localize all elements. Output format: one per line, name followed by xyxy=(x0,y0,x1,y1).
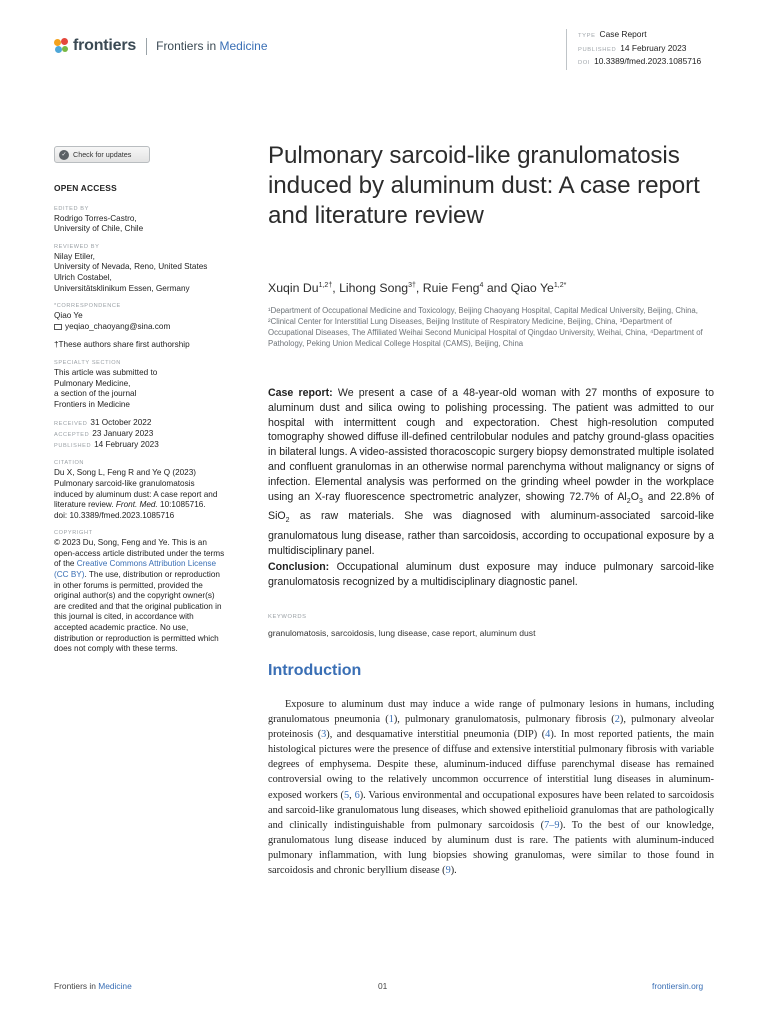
article-title: Pulmonary sarcoid-like granulomatosis induced by aluminum dust: A case report and literature review xyxy=(268,142,700,229)
keywords: granulomatosis, sarcoidosis, lung disease, case report, aluminum dust xyxy=(268,628,536,638)
page-number: 01 xyxy=(378,981,388,991)
reference-link[interactable]: 2 xyxy=(614,714,620,726)
abstract-case-report: Case report: We present a case of a 48-year-old woman with 27 months of exposure to aluminum dust and silica owing to polishing processing. The patient was admitted to our hospital with intermittent cough and expectoration. Chest high-resolution computed tomography showed diffuse ill-defined centrilobular nodules and patchy ground-glass opacities in bilateral lungs. A video-assisted thoracoscopic surgery biopsy demonstrated multiple isolated and confluent granulomas in an otherwise normal parenchyma without malignancy or signs of infection. Elemental analysis was performed on the grinding wheel powder in the workplace using an X-ray fluorescence spectrometric analyzer, showing 72.7% of $Al_2O_3$ and 22.8% of SiO$_2$ as raw materials. She was diagnosed with aluminum-associated sarcoid-like granulomatous lung disease, rather than sarcoidosis, according to occupational exposure by a multidisciplinary panel. xyxy=(268,387,714,558)
date-accepted: ACCEPTED 23 January 2023 xyxy=(54,429,154,439)
open-access-label: OPEN ACCESS xyxy=(54,183,117,193)
author-name[interactable]: Ruie Feng$^4$ xyxy=(422,281,484,295)
footer-site-link[interactable]: frontiersin.org xyxy=(652,981,704,991)
reference-link[interactable]: 1 xyxy=(388,714,394,726)
footer-journal: Frontiers in Medicine xyxy=(54,981,132,991)
envelope-icon xyxy=(54,324,62,330)
cc-license-link[interactable]: Creative Commons Attribution License xyxy=(76,559,217,569)
reference-link[interactable]: 3 xyxy=(321,729,327,741)
update-check-icon: ✓ xyxy=(59,150,69,160)
date-received: RECEIVED 31 October 2022 xyxy=(54,418,152,428)
frontiers-logo-icon xyxy=(54,38,70,54)
specialty-section: SPECIALTY SECTION This article was submitted to Pulmonary Medicine, a section of the journal Frontiers in Medicine xyxy=(54,359,158,409)
reviewed-by: REVIEWED BY Nilay Etiler, University of Nevada, Reno, United States Ulrich Costabel, Universitätsklinikum Essen, Germany xyxy=(54,243,208,293)
citation: CITATION Du X, Song L, Feng R and Ye Q (2023) Pulmonary sarcoid-like granulomatosis induced by aluminum dust: A case report and literature review. Front. Med. 10:1085716. doi: 10.3389/fmed.2023.1085716 xyxy=(54,460,218,520)
correspondence-email-link[interactable]: yeqiao_chaoyang@sina.com xyxy=(54,322,254,333)
abstract xyxy=(268,386,714,590)
introduction-heading: Introduction xyxy=(268,662,362,679)
article-dates xyxy=(54,418,254,451)
date-published: PUBLISHED 14 February 2023 xyxy=(54,440,159,450)
check-for-updates-button[interactable] xyxy=(54,146,150,163)
reference-link[interactable]: 9 xyxy=(445,865,451,877)
frontiers-wordmark: frontiers xyxy=(73,37,137,54)
article-meta xyxy=(566,29,701,70)
edited-by: EDITED BY Rodrigo Torres-Castro, University of Chile, Chile xyxy=(54,205,144,234)
meta-type: TYPE Case Report xyxy=(578,29,647,39)
meta-published: PUBLISHED 14 February 2023 xyxy=(578,42,687,53)
cc-by-link[interactable]: (CC BY) xyxy=(54,570,85,580)
author-name[interactable]: Xuqin $Du^{1,2\dagger}$ xyxy=(268,281,333,295)
copyright: COPYRIGHT © 2023 Du, Song, Feng and Ye. This is an open-access article distributed under the terms of the Creative Commons Attribution License (CC BY). The use, distribution or reproduction in other forums is permitted, provided the original author(s) and the copyright owner(s) are credited and that the original publication in this journal is cited, in accordance with accepted academic practice. No use, distribution or reproduction is permitted which does not comply with these terms. xyxy=(54,530,225,654)
author-list: Xuqin $Du^{1,2\dagger}$, Lihong Song$^{3\dagger}$, Ruie Feng$^4$ and Qiao $Ye^{1,2*}$ xyxy=(268,281,567,295)
affiliations: ¹Department of Occupational Medicine and Toxicology, Beijing Chaoyang Hospital, Capital Medical University, Beijing, China, ²Clinical Center for Interstitial Lung Diseases, Beijing Institute of Respiratory Medicine, Beijing, China, ³Department of Occupational Diseases, The Affiliated Weihai Second Municipal Hospital of Qingdao University, Weihai, China, ⁴Department of Pathology, Peking Union Medical College Hospital (CAMS), Beijing, China xyxy=(268,306,703,348)
journal-name: Frontiers in Medicine xyxy=(156,39,268,53)
first-authorship-note: †These authors share first authorship xyxy=(54,340,190,350)
brand-divider xyxy=(146,38,147,55)
correspondence: *CORRESPONDENCE Qiao Ye yeqiao_chaoyang@sina.com xyxy=(54,302,254,332)
frontiers-brand[interactable] xyxy=(54,37,268,55)
reference-link[interactable]: 5 xyxy=(344,789,350,801)
reference-link[interactable]: 7–9 xyxy=(544,819,560,831)
meta-doi[interactable]: DOI 10.3389/fmed.2023.1085716 xyxy=(578,56,702,67)
check-for-updates-label: Check for updates xyxy=(73,150,132,159)
introduction-paragraph: Exposure to aluminum dust may induce a wide range of pulmonary lesions in humans, including granulomatous pneumonia (1), pulmonary granulomatosis, pulmonary fibrosis (2), pulmonary alveolar proteinosis (3), and desquamative interstitial pneumonia (DIP) (4). In most reported patients, the main histological pictures were the presence of diffuse and extensive interstitial pulmonary fibrosis with variable degrees of emphysema. Despite these, aluminum-induced diffuse parenchymal disease has remained controversial owing to the relatively uncommon occurrence of interstitial lung diseases in aluminum-exposed workers (5, 6). Various environmental and occupational exposures have been related to sarcoidosis and sarcoid-like granulomatous lung diseases, which showed epithelioid granulomas that are pathologically and clinically indistinguishable from pulmonary sarcoidosis (7–9). To the best of our knowledge, granulomatous lung disease induced by aluminum dust is rare. The patients with aluminum-induced pulmonary inflammation, with lung biopsies showing granulomas, were similar to those found in sarcoidosis and chronic beryllium disease (9). xyxy=(268,699,715,877)
author-name[interactable]: Lihong Song$^{3\dagger}$ xyxy=(339,281,416,295)
abstract-conclusion: Conclusion: Occupational aluminum dust exposure may induce pulmonary sarcoid-like granulomatosis recognized by a multidisciplinary diagnostic panel. xyxy=(268,560,714,588)
reference-link[interactable]: 4 xyxy=(545,729,551,741)
keywords-label: KEYWORDS xyxy=(268,614,307,620)
article-info-sidebar xyxy=(54,183,254,663)
author-name[interactable]: Qiao $Ye^{1,2*}$ xyxy=(510,281,567,295)
reference-link[interactable]: 6 xyxy=(354,789,360,801)
